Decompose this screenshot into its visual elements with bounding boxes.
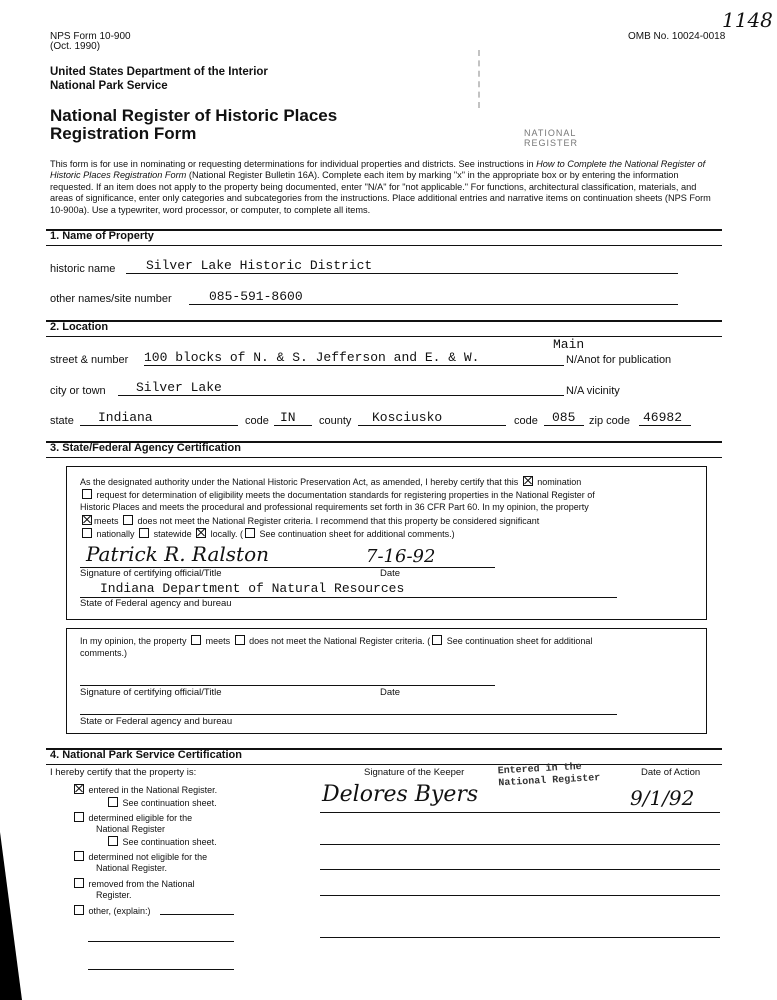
- zip-field[interactable]: 46982: [639, 410, 691, 426]
- cert-line-3: Historic Places and meets the procedural and professional requirements set forth in 36 CFR Part 60. In my opinion, the property: [80, 502, 589, 512]
- service: National Park Service: [50, 80, 168, 92]
- see-continuation-1: See continuation sheet.: [106, 797, 217, 808]
- register-stamp: NATIONAL REGISTER: [524, 128, 579, 148]
- code-label: code: [245, 415, 269, 427]
- state-code-field[interactable]: IN: [274, 410, 312, 426]
- county-field[interactable]: Kosciusko: [358, 410, 506, 426]
- entered-stamp: Entered in the National Register: [497, 761, 601, 790]
- removed-option: removed from the National: [72, 878, 195, 889]
- historic-name-label: historic name: [50, 263, 116, 275]
- nationally-checkbox[interactable]: [82, 528, 92, 538]
- state-field[interactable]: Indiana: [80, 410, 238, 426]
- opinion-line-2: comments.): [80, 648, 128, 658]
- other-names-field[interactable]: 085-591-8600: [189, 289, 678, 305]
- keeper-signature: Delores Byers: [322, 782, 479, 807]
- meets-checkbox[interactable]: [82, 515, 92, 525]
- national-register-1: National Register: [96, 824, 166, 834]
- agency2-label: State or Federal agency and bureau: [80, 716, 233, 727]
- cert-line-5: nationally statewide locally. ( See continuation sheet for additional comments.): [80, 528, 455, 539]
- locally-checkbox[interactable]: [196, 528, 206, 538]
- section-1-header: 1. Name of Property: [46, 229, 722, 246]
- city-field[interactable]: Silver Lake: [118, 380, 564, 396]
- city-label: city or town: [50, 385, 106, 397]
- not-for-publication: N/Anot for publication: [566, 354, 672, 366]
- keeper-label: Signature of the Keeper: [364, 767, 465, 778]
- opinion-meets-checkbox[interactable]: [191, 635, 201, 645]
- received-stamp: [478, 50, 670, 108]
- street-label: street & number: [50, 354, 129, 366]
- determined-eligible-checkbox[interactable]: [74, 812, 84, 822]
- cert-line-2: request for determination of eligibility meets the documentation standards for registering properties in the National Register of: [80, 489, 595, 500]
- section-3-header: 3. State/Federal Agency Certification: [46, 441, 722, 458]
- entered-checkbox[interactable]: [74, 784, 84, 794]
- street-extra: Main: [553, 337, 585, 352]
- determined-not-eligible-checkbox[interactable]: [74, 851, 84, 861]
- national-register-2: National Register.: [96, 863, 168, 873]
- determined-eligible-option: determined eligible for the: [72, 812, 192, 823]
- opinion-not-meet-checkbox[interactable]: [235, 635, 245, 645]
- see-continuation-2-checkbox[interactable]: [108, 836, 118, 846]
- cert-line-4: meets does not meet the National Register criteria. I recommend that this property be considered significant: [80, 515, 539, 526]
- section-2-header: 2. Location: [46, 320, 722, 337]
- instructions: This form is for use in nominating or requesting determinations for individual properties and districts. See instructions in How to Complete the National Register of Historic Places Registration Form (National Register Bulletin 16A). Complete each item by marking "x" in the appropriate box or by entering the information requested. If an item does not apply to the property being documented, enter "N/A" for "not applicable." For functions, architectural classification, materials, and areas of significance, enter only categories and subcategories from the instructions. Place additional entries and narrative items on continuation sheets (NPS Form 10-900a). Use a typewriter, word processor, or computer, to complete all items.: [50, 159, 711, 215]
- certifying-date: 7-16-92: [366, 546, 436, 567]
- agency-label: State of Federal agency and bureau: [80, 598, 232, 609]
- county-label: county: [319, 415, 352, 427]
- scan-edge-shadow: [0, 832, 22, 1000]
- certifying-signature: Patrick R. Ralston: [86, 542, 269, 566]
- entered-option: entered in the National Register.: [72, 784, 217, 795]
- determined-not-eligible-option: determined not eligible for the: [72, 851, 207, 862]
- other-checkbox[interactable]: [74, 905, 84, 915]
- omb-number: OMB No. 10024-0018: [628, 31, 726, 42]
- date-label: Date: [380, 568, 401, 579]
- action-date-label: Date of Action: [641, 767, 701, 778]
- see-continuation-2: See continuation sheet.: [106, 836, 217, 847]
- form-number: NPS Form 10-900: [50, 31, 131, 42]
- county-code-field[interactable]: 085: [544, 410, 584, 426]
- section-4-header: 4. National Park Service Certification: [46, 748, 722, 765]
- zip-label: zip code: [589, 415, 630, 427]
- historic-name-field[interactable]: Silver Lake Historic District: [126, 258, 678, 274]
- street-field[interactable]: 100 blocks of N. & S. Jefferson and E. & W.: [144, 350, 564, 366]
- date2-label: Date: [380, 687, 401, 698]
- opinion-line-1: In my opinion, the property meets does not meet the National Register criteria. ( See continuation sheet for additional: [80, 636, 593, 646]
- county-code-label: code: [514, 415, 538, 427]
- vicinity: N/A vicinity: [566, 385, 620, 397]
- register-text: Register.: [96, 890, 132, 900]
- other-names-label: other names/site number: [50, 293, 172, 305]
- nomination-checkbox[interactable]: [523, 476, 533, 486]
- certify-text: I hereby certify that the property is:: [50, 767, 197, 778]
- opinion-continuation-checkbox[interactable]: [432, 635, 442, 645]
- signature-label: Signature of certifying official/Title: [80, 568, 222, 579]
- form-date: (Oct. 1990): [50, 41, 101, 52]
- continuation-checkbox[interactable]: [245, 528, 255, 538]
- action-date: 9/1/92: [630, 786, 695, 810]
- removed-checkbox[interactable]: [74, 878, 84, 888]
- statewide-checkbox[interactable]: [139, 528, 149, 538]
- cert-line-1: As the designated authority under the National Historic Preservation Act, as amended, I hereby certify that this nomination: [80, 477, 582, 487]
- see-continuation-1-checkbox[interactable]: [108, 797, 118, 807]
- agency-value: Indiana Department of Natural Resources: [100, 581, 405, 596]
- other-option: other, (explain:): [72, 905, 151, 916]
- request-checkbox[interactable]: [82, 489, 92, 499]
- department: United States Department of the Interior: [50, 66, 268, 78]
- does-not-meet-checkbox[interactable]: [123, 515, 133, 525]
- handwritten-number: 1148: [722, 8, 773, 32]
- signature2-label: Signature of certifying official/Title: [80, 687, 222, 698]
- form-title-1: National Register of Historic Places: [50, 106, 338, 125]
- form-title-2: Registration Form: [50, 124, 197, 143]
- state-label: state: [50, 415, 74, 427]
